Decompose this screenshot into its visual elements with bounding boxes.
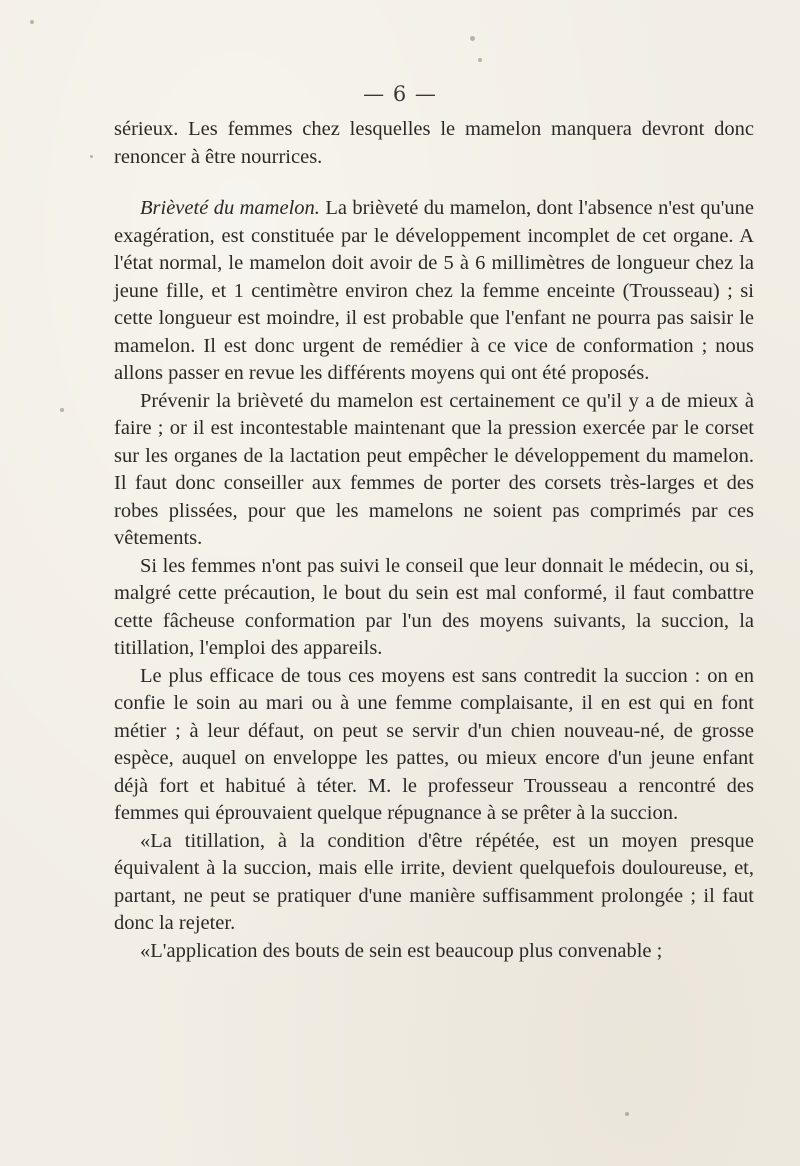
paragraph-titillation — [114, 828, 754, 938]
paragraph-text: «L'application des bouts de sein est beaucoup plus convenable ; — [140, 939, 663, 962]
page-number: — 6 — — [363, 82, 437, 106]
paragraph-prevenir — [114, 388, 754, 553]
paragraph-brievete — [114, 195, 754, 388]
paragraph-continuation — [114, 116, 754, 171]
paragraph-text: Le plus efficace de tous ces moyens est sans contredit la succion : on en confie le soin au mari ou à une femme complaisante, il en est qui en font métier ; à leur défaut, on peut se servir d'un chien nouveau-né, de grosse espèce, auquel on enveloppe les pattes, ou mieux encore d'un jeune enfant déjà fort et habitué à téter. M. le professeur Trousseau a rencontré des femmes qui éprouvaient quelque répugnance à se prêter à la succion. — [114, 664, 754, 824]
body-text — [114, 116, 754, 965]
paper-speck — [90, 155, 93, 158]
paper-speck — [625, 1112, 629, 1116]
paper-speck — [60, 408, 64, 412]
paragraph-application — [114, 938, 754, 966]
paper-speck — [30, 20, 34, 24]
paragraph-conseil — [114, 553, 754, 663]
paragraph-text: Prévenir la brièveté du mamelon est certainement ce qu'il y a de mieux à faire ; or il est incontestable maintenant que la pression exercée par le corset sur les organes de la lactation peut empêcher le développement du mamelon. Il faut donc conseiller aux femmes de porter des corsets très-larges et des robes plissées, pour que les mamelons ne soient pas comprimés par ces vêtements. — [114, 389, 754, 549]
paragraph-text: «La titillation, à la condition d'être répétée, est un moyen presque équivalent à la succion, mais elle irrite, devient quelquefois douloureuse, et, partant, ne peut se pratiquer d'une manière suffisamment prolongée ; il faut donc la rejeter. — [114, 829, 754, 934]
paragraph-text: sérieux. Les femmes chez lesquelles le mamelon manquera devront donc renoncer à être nourrices. — [114, 118, 754, 168]
paper-speck — [470, 36, 475, 41]
section-heading: Brièveté du mamelon. — [140, 197, 320, 219]
paper-speck — [478, 58, 482, 62]
paragraph-succion — [114, 663, 754, 828]
paragraph-text: La brièveté du mamelon, dont l'absence n'est qu'une exagération, est constituée par le développement incomplet de cet organe. A l'état normal, le mamelon doit avoir de 5 à 6 millimètres de longueur chez la jeune fille, et 1 centimètre environ chez la femme enceinte (Trousseau) ; si cette longueur est moindre, il est probable que l'enfant ne pourra pas saisir le mamelon. Il est donc urgent de remédier à ce vice de conformation ; nous allons passer en revue les différents moyens qui ont été proposés. — [114, 197, 754, 384]
paragraph-text: Si les femmes n'ont pas suivi le conseil que leur donnait le médecin, ou si, malgré cette précaution, le bout du sein est mal conformé, il faut combattre cette fâcheuse conformation par l'un des moyens suivants, la succion, la titillation, l'emploi des appareils. — [114, 554, 754, 659]
